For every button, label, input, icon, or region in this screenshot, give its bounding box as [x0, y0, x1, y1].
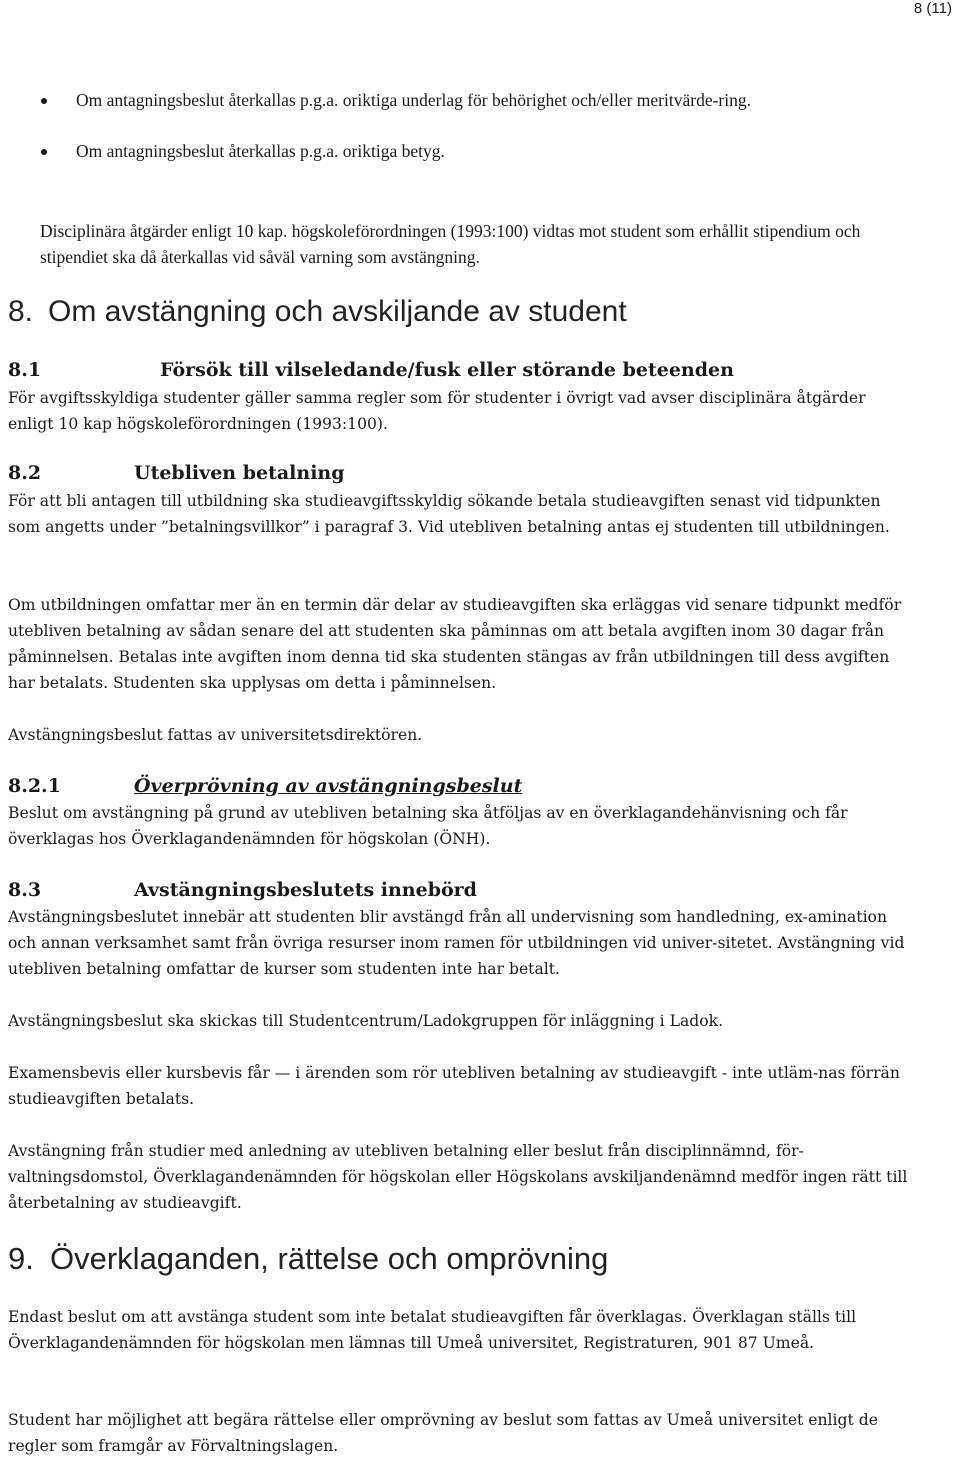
- section-8-2-paragraph-2: Om utbildningen omfattar mer än en termin där delar av studieavgiften ska erläggas vid senare tidpunkt medför utebliven betalning av sådan senare del att studenten ska påminnas om att betala avgiften inom 30 dagar från påminnelsen. Betalas inte avgiften inom denna tid ska studenten stängas av från utbildningen till dess avgiften har betalats. Studenten ska upplysas om detta i påminnelsen.: [8, 596, 902, 692]
- section-title: Om avstängning och avskiljande av student: [48, 295, 627, 328]
- bullet-icon: [41, 98, 47, 104]
- section-8-3-heading: [8, 877, 477, 903]
- section-title: Avstängningsbeslutets innebörd: [134, 879, 477, 901]
- list-item: [40, 88, 910, 113]
- section-8-2-heading: [8, 460, 345, 486]
- section-8-3-paragraph-1: Avstängningsbeslutet innebär att studenten blir avstängd från all undervisning som handledning, ex-amination och annan verksamhet samt från övriga resurser inom ramen för utbildningen vid univer-sitetet. Avstängning vid utebliven betalning omfattar de kurser som studenten inte har betalt.: [8, 908, 905, 978]
- section-8-2-1-text: Beslut om avstängning på grund av utebliven betalning ska åtföljas av en överklagandehänvisning och får överklagas hos Överklagandenämnden för högskolan (ÖNH).: [8, 804, 848, 848]
- section-number: 8.2: [8, 462, 42, 484]
- section-9-heading: [8, 1238, 608, 1280]
- bullet-text: Om antagningsbeslut återkallas p.g.a. oriktiga betyg.: [76, 141, 445, 161]
- bullet-list: [40, 88, 910, 190]
- section-number: 9.: [8, 1241, 34, 1276]
- section-8-3-paragraph-4: Avstängning från studier med anledning av utebliven betalning eller beslut från disciplinnämnd, för-valtningsdomstol, Överklagandenämnden för högskolan eller Högskolans avskiljandenämnd medför ingen rätt till återbetalning av studieavgift.: [8, 1142, 908, 1212]
- section-8-1-text: För avgiftsskyldiga studenter gäller samma regler som för studenter i övrigt vad avser disciplinära åtgärder enligt 10 kap högskoleförordningen (1993:100).: [8, 389, 866, 433]
- intro-paragraph: Disciplinära åtgärder enligt 10 kap. högskoleförordningen (1993:100) vidtas mot student som erhållit stipendium och stipendiet ska då återkallas vid såväl varning som avstängning.: [40, 221, 861, 267]
- section-number: 8.1: [8, 359, 42, 381]
- section-number: 8.2.1: [8, 775, 61, 797]
- section-8-2-1-heading: [8, 773, 522, 799]
- section-8-heading: [8, 292, 627, 332]
- section-title: Försök till vilseledande/fusk eller störande beteenden: [160, 359, 734, 381]
- section-8-2-paragraph-3: Avstängningsbeslut fattas av universitetsdirektören.: [8, 726, 423, 744]
- section-9-paragraph-1: Endast beslut om att avstänga student som inte betalat studieavgiften får överklagas. Överklagan ställs till Överklagandenämnden för högskolan men lämnas till Umeå universitet, Registraturen, 901 87 Umeå.: [8, 1308, 857, 1352]
- section-8-3-paragraph-2: Avstängningsbeslut ska skickas till Studentcentrum/Ladokgruppen för inläggning i Ladok.: [8, 1012, 724, 1030]
- bullet-text: Om antagningsbeslut återkallas p.g.a. oriktiga underlag för behörighet och/eller meritvärde-ring.: [76, 90, 751, 110]
- section-9-paragraph-2: Student har möjlighet att begära rättelse eller omprövning av beslut som fattas av Umeå universitet enligt de regler som framgår av Förvaltningslagen.: [8, 1411, 878, 1455]
- list-item: [40, 139, 910, 164]
- bullet-icon: [41, 149, 47, 155]
- section-title: Överprövning av avstängningsbeslut: [134, 775, 523, 797]
- section-8-1-heading: [8, 357, 734, 383]
- page-number: 8 (11): [913, 0, 952, 17]
- section-8-2-paragraph-1: För att bli antagen till utbildning ska studieavgiftsskyldig sökande betala studieavgiften senast vid tidpunkten som angetts under ”betalningsvillkor” i paragraf 3. Vid utebliven betalning antas ej studenten till utbildningen.: [8, 492, 890, 536]
- section-number: 8.: [8, 295, 34, 328]
- section-number: 8.3: [8, 879, 42, 901]
- section-title: Överklaganden, rättelse och omprövning: [50, 1241, 609, 1276]
- section-8-3-paragraph-3: Examensbevis eller kursbevis får — i ärenden som rör utebliven betalning av studieavgift - inte utläm-nas förrän studieavgiften betalats.: [8, 1064, 900, 1108]
- section-title: Utebliven betalning: [134, 462, 345, 484]
